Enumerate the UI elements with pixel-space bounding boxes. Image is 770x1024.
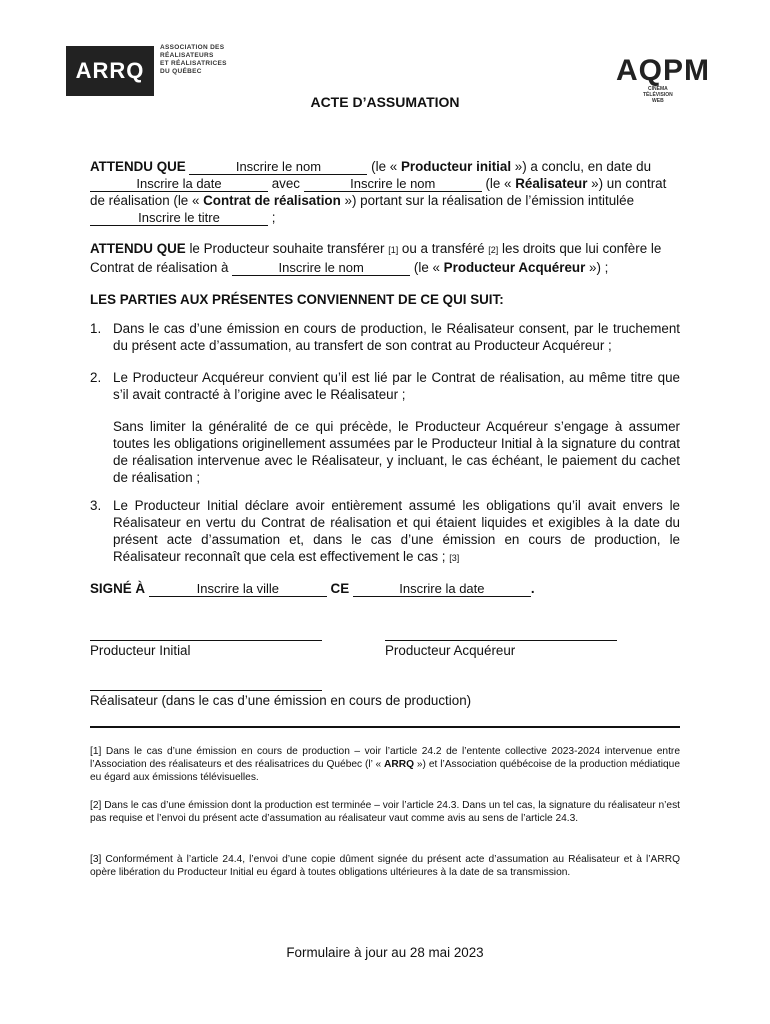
contract-date-field[interactable]: Inscrire la date xyxy=(90,177,268,192)
signature-line-producer-acquirer[interactable] xyxy=(385,640,617,641)
signature-label: Producteur Acquéreur xyxy=(385,643,516,658)
arrq-line: RÉALISATEURS xyxy=(160,52,214,59)
arrq-line: ASSOCIATION DES xyxy=(160,44,225,51)
footnote-ref-3[interactable]: [3] xyxy=(449,553,460,563)
producer-initial-name-field[interactable]: Inscrire le nom xyxy=(189,160,367,175)
list-item-continuation: Sans limiter la généralité de ce qui précède, le Producteur Acquéreur s’engage à assumer toutes les obligations originellement assumées par le Producteur Initial à la signature du contrat de réalisation intervenue avec le Réalisateur, y incluant, le cas échéant, le paiement du cachet de réalisation ; xyxy=(113,419,680,485)
arrq-line: ET RÉALISATRICES xyxy=(160,60,227,67)
director-name-field[interactable]: Inscrire le nom xyxy=(304,177,482,192)
whereas-label: ATTENDU QUE xyxy=(90,159,186,174)
arrq-logo-text xyxy=(160,44,227,76)
form-date-footer: Formulaire à jour au 28 mai 2023 xyxy=(286,945,484,960)
document-title: ACTE D’ASSUMATION xyxy=(310,94,460,110)
parties-heading: LES PARTIES AUX PRÉSENTES CONVIENNENT DE CE QUI SUIT: xyxy=(90,292,504,307)
signature-label: Producteur Initial xyxy=(90,643,191,658)
aqpm-logo: AQPM xyxy=(616,54,710,87)
whereas-paragraph-1: ATTENDU QUE Inscrire le nom (le « Producteur initial ») a conclu, en date du Inscrire la date avec Inscrire le nom (le « Réalisateur ») un contrat de réalisation (le « Contrat de réalisation ») portant sur la réalisation de l’émission intitulée Inscrire le titre ; xyxy=(90,159,667,225)
whereas-label: ATTENDU QUE xyxy=(90,241,186,256)
divider xyxy=(90,726,680,728)
signing-date-field[interactable]: Inscrire la date xyxy=(353,582,531,597)
signature-line-director[interactable] xyxy=(90,690,322,691)
whereas-paragraph-2: ATTENDU QUE le Producteur souhaite transférer [1] ou a transféré [2] les droits que lui confère le Contrat de réalisation à Inscrire le nom (le « Producteur Acquéreur ») ; xyxy=(90,241,662,275)
footnote-2: [2] Dans le cas d’une émission dont la production est terminée – voir l’article 24.3. Dans un tel cas, la signature du réalisateur n’est pas requise et l’envoi du présent acte d’assumation au réalisateur vaut comme avis au sens de l’article 24.3. xyxy=(90,800,680,824)
list-item: 1. Dans le cas d’une émission en cours de production, le Réalisateur consent, par le truchement du présent acte d’assumation, au transfert de son contrat au Producteur Acquéreur ; xyxy=(90,321,680,353)
arrq-line: DU QUÉBEC xyxy=(160,68,202,75)
aqpm-line: TÉLÉVISION xyxy=(643,92,673,98)
aqpm-line: WEB xyxy=(652,98,664,104)
footnote-1: [1] Dans le cas d’une émission en cours de production – voir l’article 24.2 de l’entente collective 2023-2024 intervenue entre l’Association des réalisateurs et des réalisatrices du Québec (l’ « ARRQ ») et l’Association québécoise de la production médiatique eu égard aux émissions télévisuelles. xyxy=(90,746,680,783)
list-item: 2. Le Producteur Acquéreur convient qu’il est lié par le Contrat de réalisation, au même titre que s’il avait contracté à l’origine avec le Réalisateur ; xyxy=(90,370,680,402)
aqpm-line: CINÉMA xyxy=(648,86,668,92)
signature-label: Réalisateur (dans le cas d’une émission en cours de production) xyxy=(90,693,472,708)
producer-acquirer-name-field[interactable]: Inscrire le nom xyxy=(232,261,410,276)
footnote-ref-1[interactable]: [1] xyxy=(388,245,399,255)
signature-line-producer-initial[interactable] xyxy=(90,640,322,641)
footnote-ref-2[interactable]: [2] xyxy=(488,245,499,255)
city-field[interactable]: Inscrire la ville xyxy=(149,582,327,597)
list-item: 3. Le Producteur Initial déclare avoir entièrement assumé les obligations qu’il avait envers le Réalisateur en vertu du Contrat de réalisation et qui étaient liquides et exigibles à la date du présent acte d’assumation et, dans le cas d’une émission en cours de production, le Réalisateur reconnaît que cela est effectivement le cas ; [3] xyxy=(90,498,680,564)
arrq-logo: ARRQ xyxy=(66,46,154,96)
footnote-3: [3] Conformément à l’article 24.4, l’envoi d’une copie dûment signée du présent acte d’assumation au Réalisateur et à l’ARRQ opère libération du Producteur Initial eu égard à toutes obligations ultérieures à la date de sa transmission. xyxy=(90,854,680,878)
signed-line: SIGNÉ À Inscrire la ville CE Inscrire la date . xyxy=(90,581,535,596)
production-title-field[interactable]: Inscrire le titre xyxy=(90,211,268,226)
